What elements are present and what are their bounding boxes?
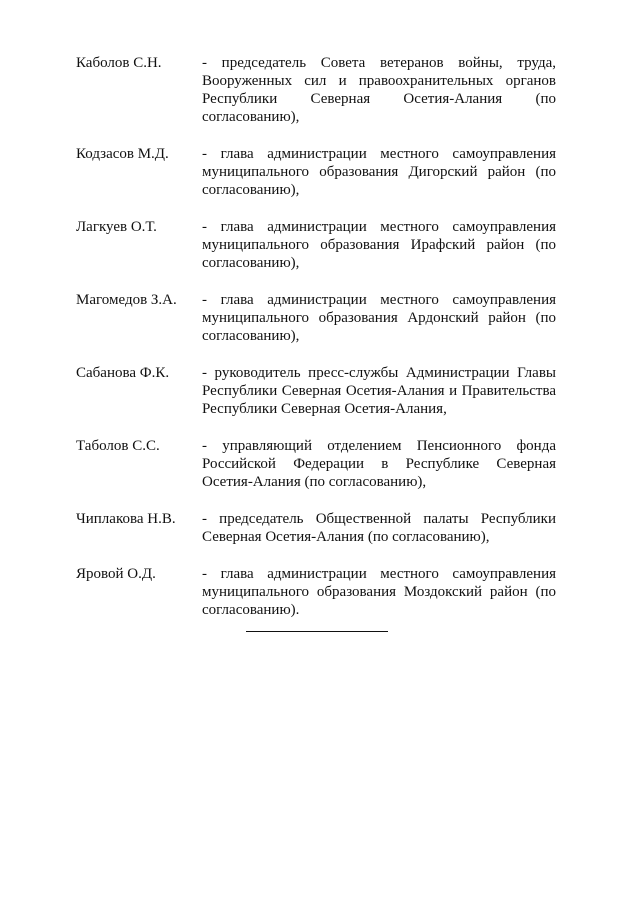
member-name: Сабанова Ф.К.: [76, 365, 170, 381]
member-name: Таболов С.С.: [76, 438, 160, 454]
list-item: [76, 437, 556, 491]
member-description: - глава администрации местного самоуправления муниципального образования Моздокский район (по согласованию).: [202, 566, 556, 618]
member-description: - управляющий отделением Пенсионного фонда Российской Федерации в Республике Северная Осетия-Алания (по согласованию),: [202, 438, 556, 490]
list-item: [76, 364, 556, 418]
member-description: - председатель Совета ветеранов войны, труда, Вооруженных сил и правоохранительных органов Республики Северная Осетия-Алания (по согласованию),: [202, 55, 556, 125]
member-description: - глава администрации местного самоуправления муниципального образования Ирафский район (по согласованию),: [202, 219, 556, 271]
list-item: [76, 510, 556, 546]
member-name: Кодзасов М.Д.: [76, 146, 169, 162]
member-name: Чиплакова Н.В.: [76, 511, 176, 527]
member-list: [76, 54, 556, 638]
member-description: - председатель Общественной палаты Республики Северная Осетия-Алания (по согласованию),: [202, 511, 556, 545]
member-name: Яровой О.Д.: [76, 566, 156, 582]
list-item: [76, 565, 556, 619]
list-item: [76, 54, 556, 126]
closing-divider-line: [246, 631, 388, 632]
list-item: [76, 145, 556, 199]
list-item: [76, 218, 556, 272]
member-name: Магомедов З.А.: [76, 292, 177, 308]
list-item: [76, 291, 556, 345]
member-name: Лагкуев О.Т.: [76, 219, 157, 235]
member-description: - глава администрации местного самоуправления муниципального образования Дигорский район (по согласованию),: [202, 146, 556, 198]
member-name: Каболов С.Н.: [76, 55, 162, 71]
member-description: - глава администрации местного самоуправления муниципального образования Ардонский район (по согласованию),: [202, 292, 556, 344]
member-description: - руководитель пресс-службы Администрации Главы Республики Северная Осетия-Алания и Правительства Республики Северная Осетия-Алания,: [202, 365, 556, 417]
